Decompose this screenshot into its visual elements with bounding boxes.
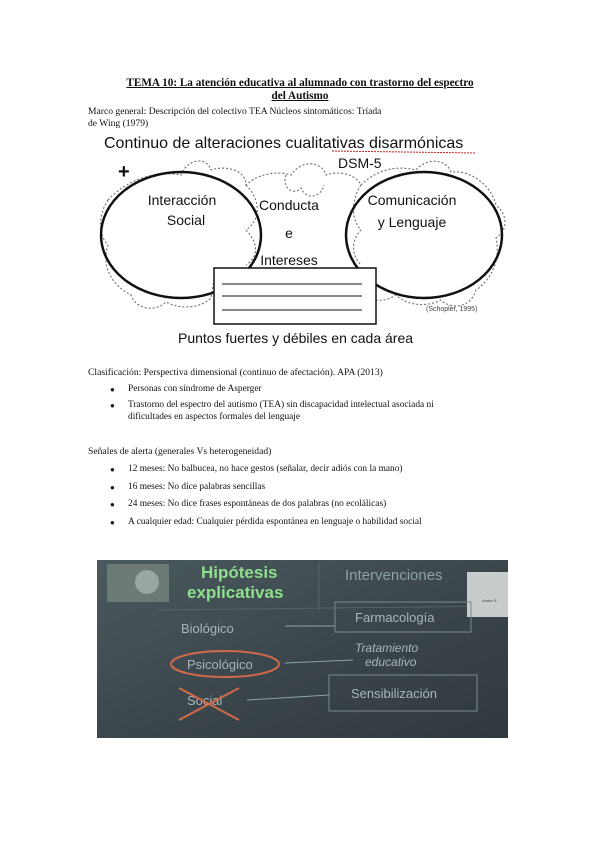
left-label-2: Social: [166, 212, 206, 228]
credit-label: (Schopler, 1995): [426, 306, 478, 313]
list-item: ● Personas con síndrome de Asperger: [110, 384, 262, 394]
slide-title-1: Hipótesis: [201, 563, 278, 582]
slide-tratamiento-1: Tratamiento: [355, 641, 419, 655]
triad-diagram: [96, 130, 510, 350]
bullet-icon: ●: [110, 465, 115, 474]
center-label-2: e: [285, 225, 293, 241]
person-photo-icon: [135, 570, 159, 594]
bullet-icon: ●: [110, 500, 115, 509]
intro-line-2: de Wing (1979): [88, 118, 149, 129]
right-label-2: y Lenguaje: [377, 214, 447, 230]
plus-sign: +: [118, 161, 130, 183]
left-label-1: Interacción: [147, 192, 217, 208]
side-note: Andre S: [482, 598, 497, 603]
slide-social: Social: [187, 693, 223, 708]
right-label-1: Comunicación: [367, 192, 457, 208]
alerts-heading: Señales de alerta (generales Vs heterogeneidad): [88, 446, 272, 457]
classification-heading: Clasificación: Perspectiva dimensional (continuo de afectación). APA (2013): [88, 367, 383, 378]
title-line-2: del Autismo: [271, 90, 329, 102]
center-label-1: Conducta: [259, 197, 319, 213]
bullet-icon: ●: [110, 401, 115, 410]
slide-tratamiento-2: educativo: [365, 655, 417, 669]
list-item: ● 12 meses: No balbucea, no hace gestos (señalar, decir adiós con la mano): [110, 464, 403, 474]
intro-paragraph: [88, 106, 381, 130]
bullet-icon: ●: [110, 482, 115, 492]
slide-photo: [97, 560, 508, 738]
bullet-icon: ●: [110, 385, 115, 394]
slide-sensibilizacion: Sensibilización: [351, 686, 437, 701]
list-item: ● A cualquier edad: Cualquier pérdida espontánea en lenguaje o habilidad social: [110, 516, 422, 527]
slide-farmacologia: Farmacología: [355, 610, 435, 625]
alerts-list: [110, 463, 422, 533]
intro-line-1: Marco general: Descripción del colectivo TEA Núcleos sintomáticos: Tríada: [88, 106, 382, 117]
list-item: ● 16 meses: No dice palabras sencillas: [110, 481, 266, 492]
center-label-3: Intereses: [260, 252, 318, 268]
document-title: [88, 77, 512, 103]
slide-biologico: Biológico: [181, 621, 234, 636]
list-item: ● Trastorno del espectro del autismo (TEA) sin discapacidad intelectual asociada ni dificultades en aspectos formales del lenguaje: [110, 400, 434, 422]
diagram-footer: Puntos fuertes y débiles en cada área: [178, 330, 414, 346]
slide-interventions: Intervenciones: [345, 567, 443, 584]
classification-list: [110, 383, 434, 423]
slide-psicologico: Psicológico: [187, 657, 253, 672]
bullet-icon: ●: [110, 517, 115, 527]
diagram-heading: Continuo de alteraciones cualitativas disarmónicas: [104, 135, 464, 152]
slide-title-2: explicativas: [187, 583, 284, 602]
side-panel: [467, 572, 508, 617]
list-item: ● 24 meses: No dice frases espontáneas de dos palabras (no ecolálicas): [110, 499, 387, 509]
title-line-1: TEMA 10: La atención educativa al alumnado con trastorno del espectro: [126, 77, 474, 89]
dsm-label: DSM-5: [338, 155, 382, 171]
